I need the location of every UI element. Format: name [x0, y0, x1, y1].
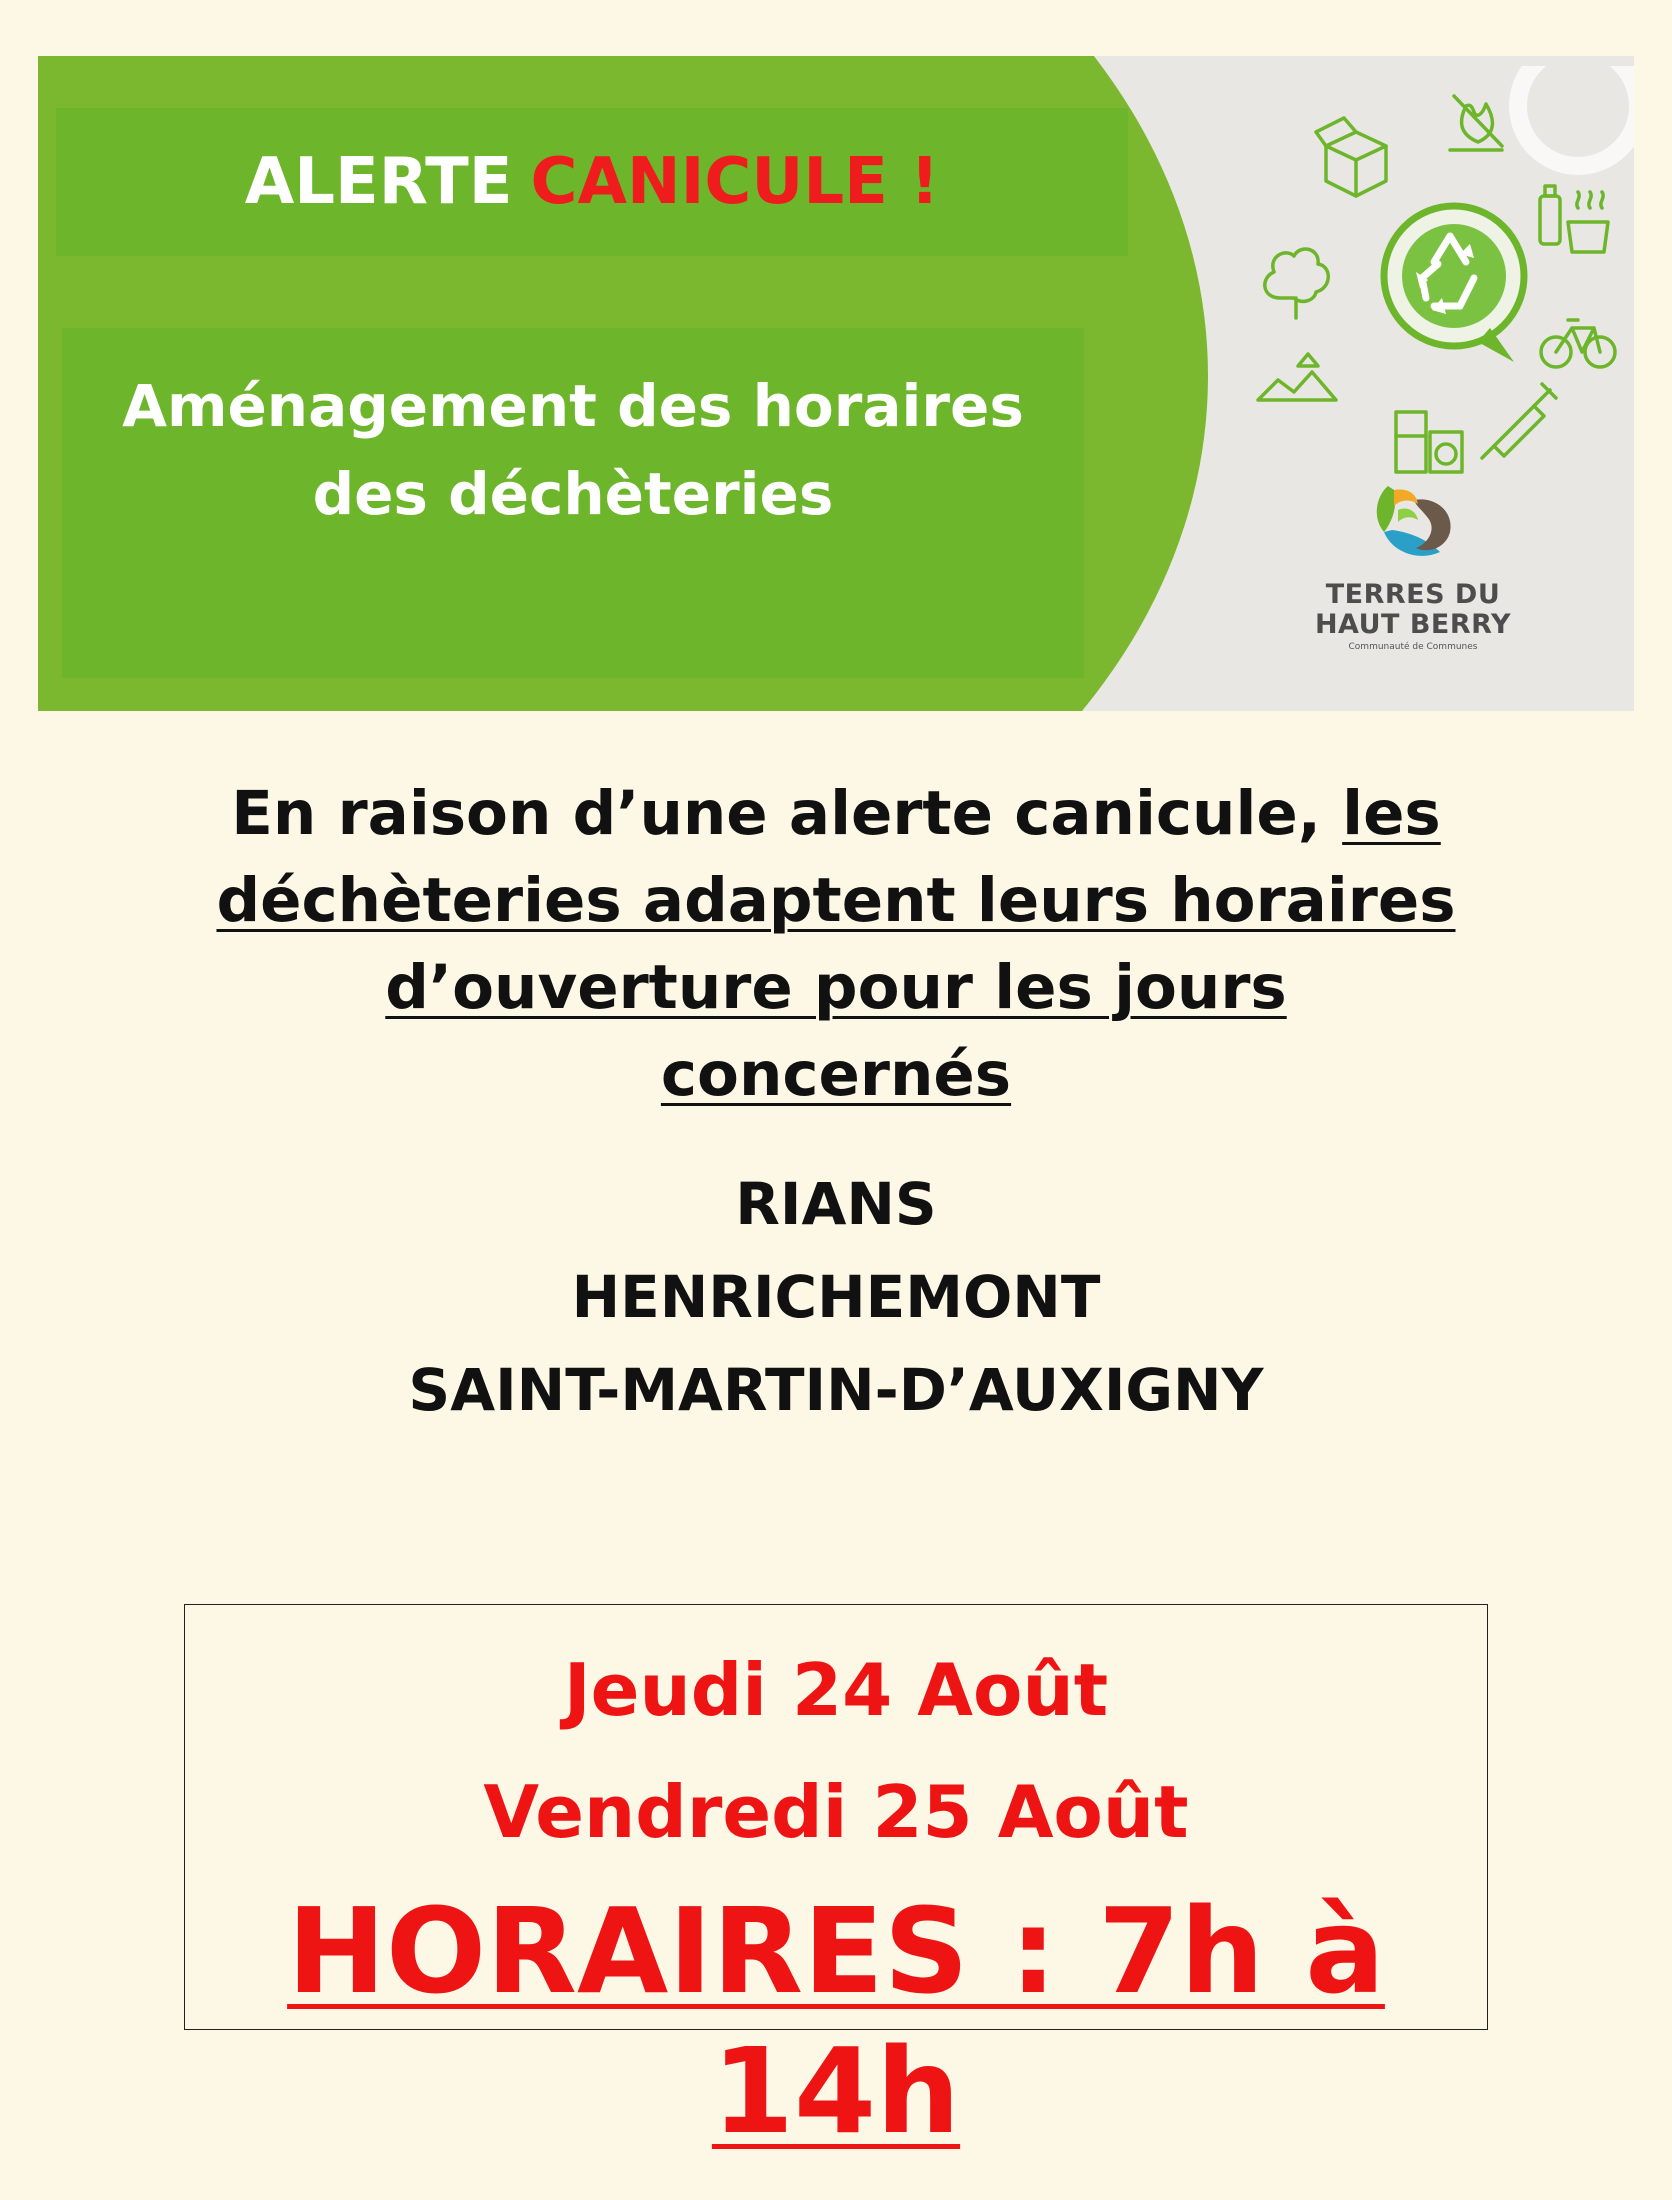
site-henrichemont: HENRICHEMONT [571, 1263, 1101, 1331]
notice-intro-line3 [60, 944, 1612, 1031]
notice-intro-underlined-3: d’ouverture pour les jours [385, 952, 1287, 1023]
schedule-date-2: Vendredi 25 Août [483, 1770, 1189, 1854]
header-banner [38, 56, 1634, 711]
waste-icons-cluster [1238, 66, 1634, 496]
banner-subtitle [62, 328, 1084, 678]
notice-intro-line2 [60, 857, 1612, 944]
notice-intro-underlined-4: concernés [660, 1039, 1012, 1110]
bicycle-icon [1541, 320, 1615, 367]
site-saint-martin-d-auxigny: SAINT-MARTIN-D’AUXIGNY [408, 1356, 1264, 1424]
notice-intro-line1 [60, 770, 1612, 857]
rubble-icon [1258, 354, 1336, 400]
appliances-icon [1396, 412, 1462, 472]
tree-icon [1265, 249, 1328, 318]
notice-intro-line4 [60, 1031, 1612, 1118]
notice-intro-plain: En raison d’une alerte canicule, [231, 778, 1321, 849]
notice-intro-underlined-1: les [1342, 778, 1441, 849]
schedule-box [184, 1604, 1488, 2160]
terres-du-haut-berry-logo [1293, 466, 1533, 696]
logo-text-line1: TERRES DU [1325, 579, 1501, 610]
notice-intro [60, 770, 1612, 1118]
notice-intro-underlined-2: déchèteries adaptent leurs horaires [216, 865, 1456, 936]
notice-content [60, 770, 1612, 1437]
bottle-icon [1540, 186, 1560, 244]
banner-subtitle-line2: des déchèteries [312, 460, 834, 528]
pot-icon [1568, 192, 1608, 252]
logo-text-line3: Communauté de Communes [1348, 642, 1478, 652]
box-icon [1316, 118, 1386, 196]
logo-mark-icon [1358, 466, 1468, 576]
site-rians: RIANS [735, 1170, 937, 1238]
no-fire-icon [1450, 96, 1502, 150]
alert-title-prefix: ALERTE [244, 145, 513, 219]
alert-title-canicule: CANICULE ! [530, 145, 940, 219]
schedule-date-1: Jeudi 24 Août [563, 1648, 1109, 1732]
alert-title [56, 108, 1128, 256]
schedule-hours: HORAIRES : 7h à 14h [287, 1882, 1385, 2160]
syringe-icon [1482, 384, 1556, 458]
banner-subtitle-line1: Aménagement des horaires [122, 372, 1024, 440]
sites-list [60, 1158, 1612, 1437]
logo-text-line2: HAUT BERRY [1314, 609, 1512, 640]
recycle-icon [1384, 206, 1524, 362]
